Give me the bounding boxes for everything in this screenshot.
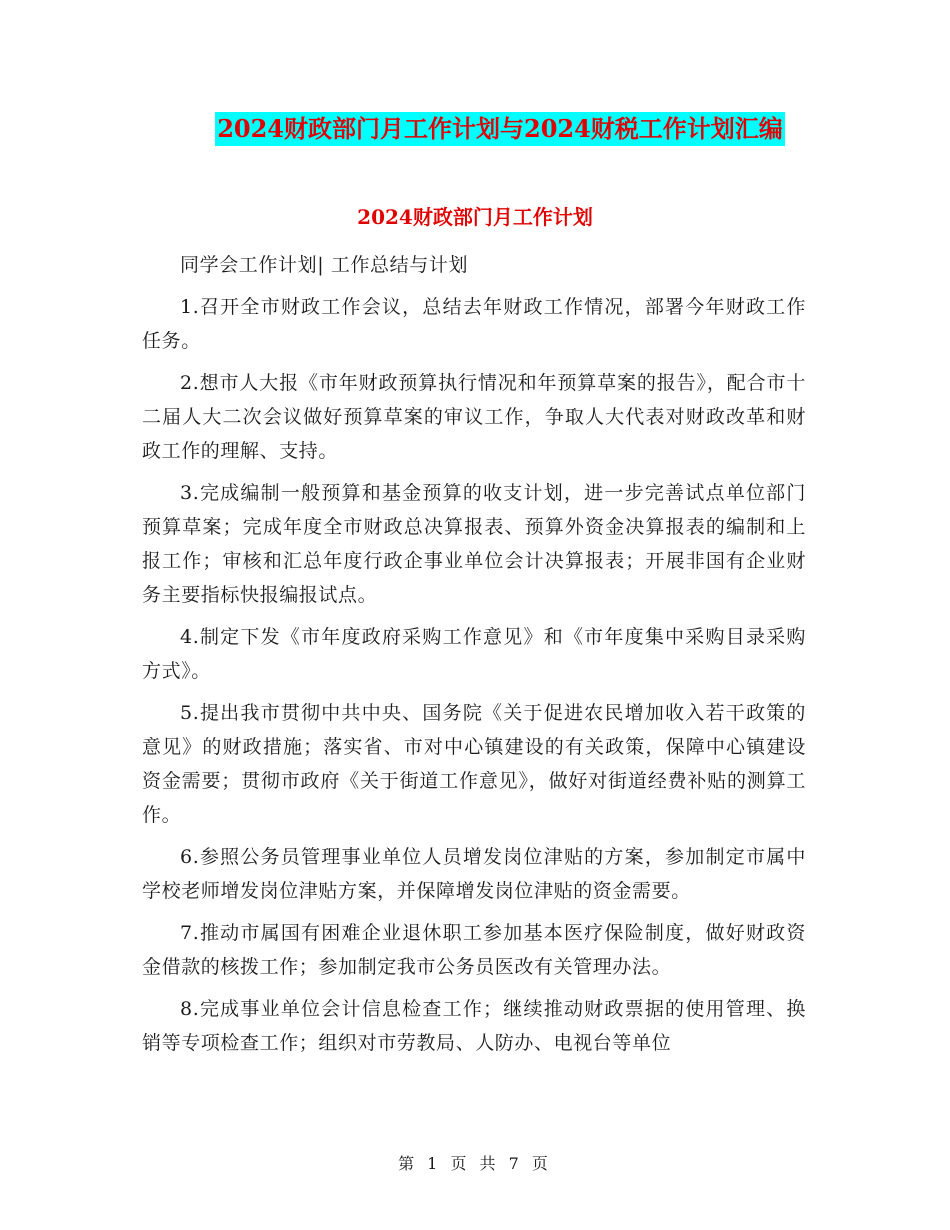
page-footer: 第 1 页 共 7 页 <box>398 1154 552 1173</box>
paragraph-item-2: 2.想市人大报《市年财政预算执行情况和年预算草案的报告》，配合市十二届人大二次会议做好预算草案的审议工作，争取人大代表对财政改革和财政工作的理解、支持。 <box>142 372 806 462</box>
paragraph-item-5: 5.提出我市贯彻中共中央、国务院《关于促进农民增加收入若干政策的意见》的财政措施；落实省、市对中心镇建设的有关政策，保障中心镇建设资金需要；贯彻市政府《关于街道工作意见》，做好对街道经费补贴的测算工作。 <box>142 702 806 826</box>
paragraph-item-6: 6.参照公务员管理事业单位人员增发岗位津贴的方案，参加制定市属中学校老师增发岗位津贴方案，并保障增发岗位津贴的资金需要。 <box>142 846 806 902</box>
main-title-container <box>0 112 950 146</box>
paragraph-item-8: 8.完成事业单位会计信息检查工作；继续推动财政票据的使用管理、换销等专项检查工作；组织对市劳教局、人防办、电视台等单位 <box>142 998 806 1054</box>
paragraph-intro: 同学会工作计划| 工作总结与计划 <box>180 254 469 276</box>
sub-title: 2024财政部门月工作计划 <box>357 205 593 229</box>
paragraph-item-4: 4.制定下发《市年度政府采购工作意见》和《市年度集中采购目录采购方式》。 <box>142 626 806 682</box>
document-body <box>142 248 806 1068</box>
main-title: 2024财政部门月工作计划与2024财税工作计划汇编 <box>215 112 785 146</box>
paragraph-item-3: 3.完成编制一般预算和基金预算的收支计划，进一步完善试点单位部门预算草案；完成年度全市财政总决算报表、预算外资金决算报表的编制和上报工作；审核和汇总年度行政企事业单位会计决算报表；开展非国有企业财务主要指标快报编报试点。 <box>142 482 806 606</box>
paragraph-item-1: 1.召开全市财政工作会议，总结去年财政工作情况，部署今年财政工作任务。 <box>142 296 806 352</box>
paragraph-item-7: 7.推动市属国有困难企业退休职工参加基本医疗保险制度，做好财政资金借款的核拨工作；参加制定我市公务员医改有关管理办法。 <box>142 922 806 978</box>
